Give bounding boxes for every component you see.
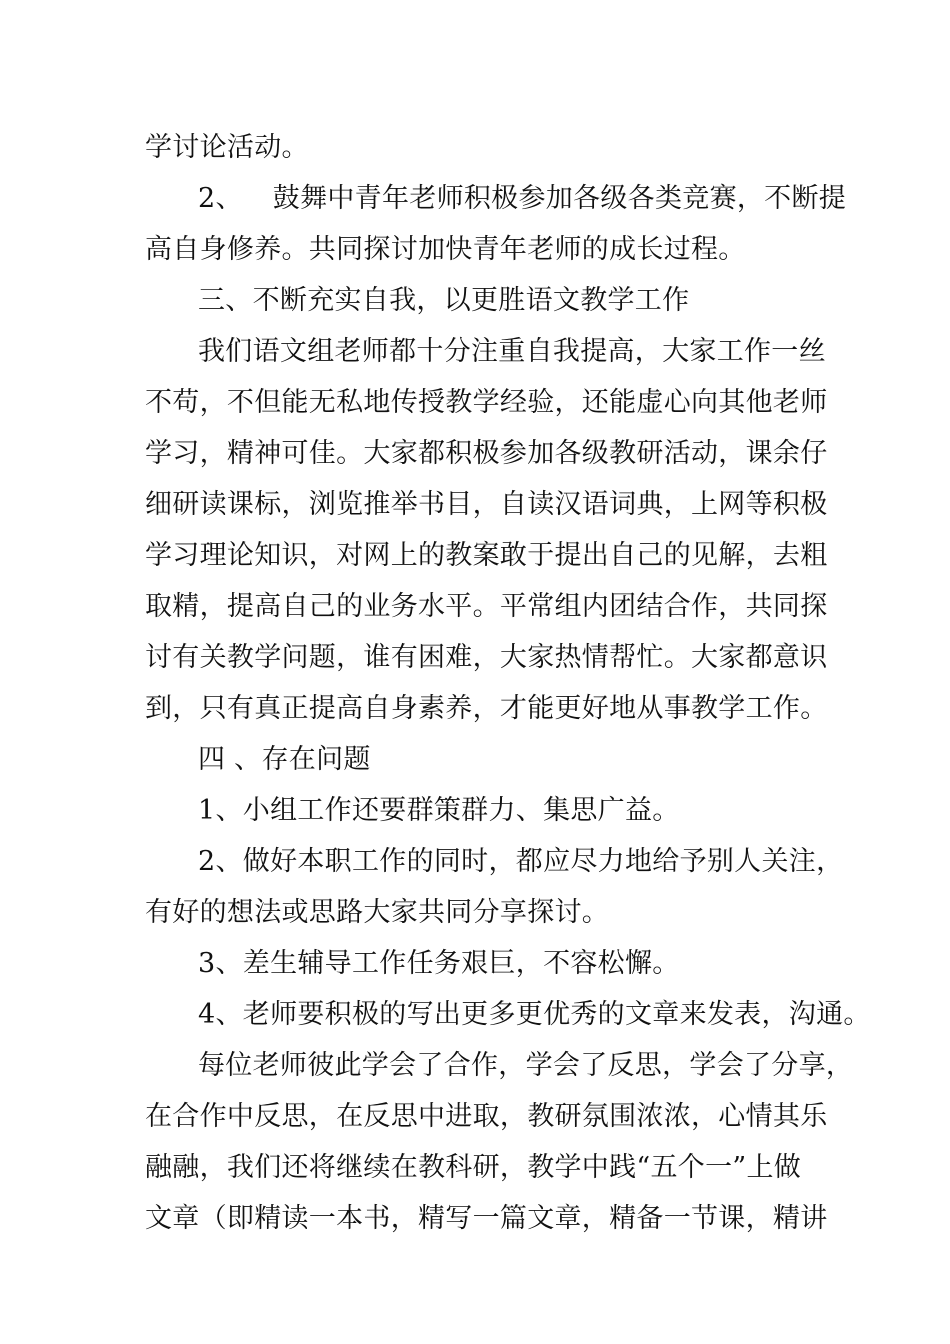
text-line: 文章（即精读一本书，精写一篇文章，精备一节课，精讲	[145, 1203, 828, 1234]
text-line: 每位老师彼此学会了合作，学会了反思，学会了分享，	[198, 1050, 854, 1081]
item-number: 2、	[198, 183, 243, 214]
list-item: 1、小组工作还要群策群力、集思广益。	[198, 795, 680, 826]
text-line-numbered	[198, 182, 846, 216]
item-text: 鼓舞中青年老师积极参加各级各类竞赛，不断提	[272, 183, 847, 214]
section-heading: 三、不断充实自我，以更胜语文教学工作	[198, 285, 690, 316]
text-line: 取精，提高自己的业务水平。平常组内团结合作，共同探	[145, 591, 828, 622]
text-line: 学习理论知识，对网上的教案敢于提出自己的见解，去粗	[145, 540, 828, 571]
text-line: 学讨论活动。	[145, 132, 309, 163]
text-line: 到，只有真正提高自身素养，才能更好地从事教学工作。	[145, 693, 828, 724]
text-line: 在合作中反思，在反思中进取，教研氛围浓浓，心情其乐	[145, 1101, 828, 1132]
list-item: 4、老师要积极的写出更多更优秀的文章来发表，沟通。	[198, 999, 871, 1030]
text-line: 融融，我们还将继续在教科研，教学中践“五个一”上做	[145, 1152, 802, 1183]
text-line: 不苟，不但能无私地传授教学经验，还能虚心向其他老师	[145, 387, 828, 418]
text-line: 有好的想法或思路大家共同分享探讨。	[145, 897, 610, 928]
list-item: 2、做好本职工作的同时，都应尽力地给予别人关注，	[198, 846, 844, 877]
text-line: 我们语文组老师都十分注重自我提高，大家工作一丝	[198, 336, 826, 367]
section-heading: 四 、存在问题	[198, 744, 371, 775]
text-line: 细研读课标，浏览推举书目，自读汉语词典，上网等积极	[145, 489, 828, 520]
list-item: 3、差生辅导工作任务艰巨，不容松懈。	[198, 948, 680, 979]
text-line: 高自身修养。共同探讨加快青年老师的成长过程。	[145, 234, 746, 265]
text-line: 讨有关教学问题，谁有困难，大家热情帮忙。大家都意识	[145, 642, 828, 673]
text-line: 学习，精神可佳。大家都积极参加各级教研活动，课余仔	[145, 438, 828, 469]
